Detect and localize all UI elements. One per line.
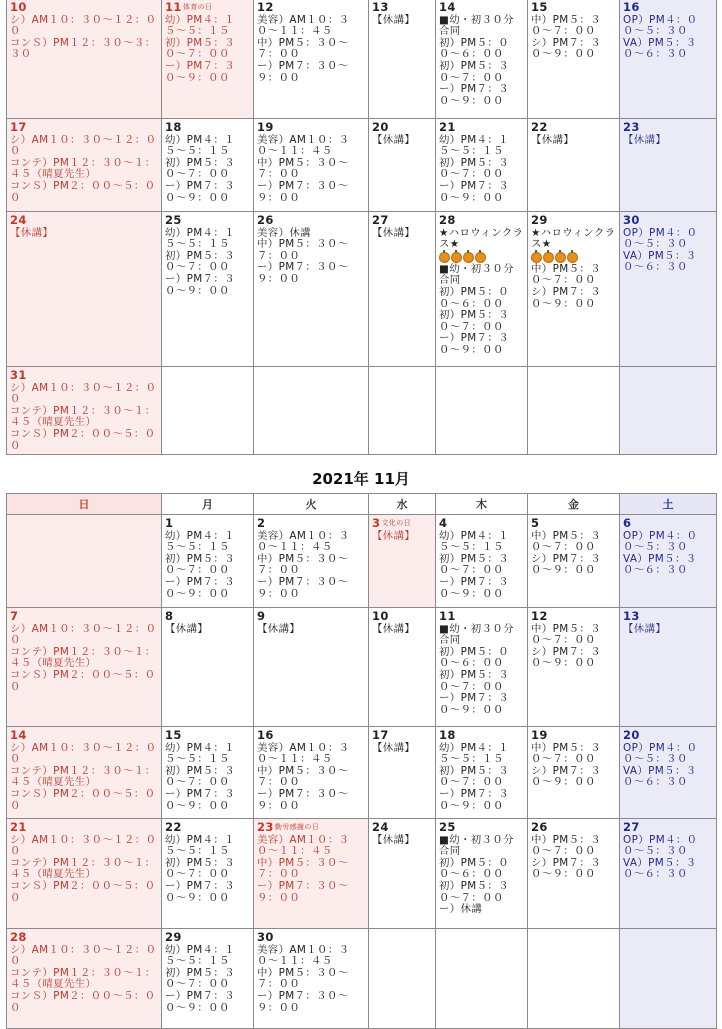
day-cell [620, 819, 717, 929]
class-schedule-line: コンテ）PM１２：３０〜１：４５（晴夏先生） [10, 645, 156, 670]
day-number: 2 [257, 516, 266, 530]
class-schedule-line: コンテ）PM１２：３０〜１：４５（晴夏先生） [10, 764, 156, 789]
day-number: 22 [531, 120, 548, 134]
weekday-header-sat: 土 [620, 494, 717, 515]
empty-day-cell [528, 929, 620, 1029]
empty-day-cell [254, 367, 369, 455]
class-schedule-line: シ）AM１０：３０〜１２：００ [10, 13, 157, 38]
class-schedule-line: コンＳ）PM２：００〜５：００ [10, 668, 156, 693]
class-schedule-line: 美容）AM１０：３０〜１１：４５ [257, 133, 350, 158]
day-cell [162, 727, 254, 819]
day-number: 4 [439, 516, 448, 530]
calendar-week-row [7, 367, 717, 455]
class-schedule-line: 中）PM５：３０〜７：００ [257, 238, 349, 262]
class-schedule-line: VA）PM５：３０〜６：３０ [623, 856, 697, 881]
class-schedule-line: 美容）休講 [257, 226, 311, 239]
class-schedule-line: 初）PM５：３０〜７：００ [165, 156, 235, 181]
day-cell [369, 727, 436, 819]
day-cell [162, 119, 254, 212]
day-number: 17 [372, 728, 389, 742]
event-title: ★ハロウィンクラス★ [531, 226, 616, 251]
class-schedule-line: 中）PM５：３０〜７：００ [531, 741, 601, 766]
pumpkin-icon [567, 252, 578, 263]
event-title: ★ハロウィンクラス★ [439, 226, 524, 251]
class-schedule-line: 【休講】 [372, 741, 416, 754]
day-number: 31 [10, 368, 27, 382]
class-schedule-line: VA）PM５：３０〜６：３０ [623, 552, 697, 577]
day-number: 3 [372, 516, 381, 530]
weekday-header-row [7, 494, 717, 515]
class-schedule-line: 【休講】 [372, 13, 416, 26]
class-schedule-line: シ）AM１０：３０〜１２：００ [10, 133, 157, 158]
class-schedule-line: 幼）PM４：１５〜５：１５ [439, 133, 509, 158]
day-cell [528, 212, 620, 367]
calendar-week-row [7, 119, 717, 212]
class-schedule-line: ー）PM７：３０〜９：００ [257, 879, 349, 904]
class-schedule-line: 初）PM５：３０〜７：００ [439, 309, 509, 333]
class-schedule-line: 中）PM５：３０〜７：００ [257, 36, 349, 61]
class-schedule-line: ー）PM７：３０〜９：００ [165, 272, 235, 297]
day-number: 15 [531, 0, 548, 14]
day-number: 24 [10, 213, 27, 227]
class-schedule-line: OP）PM４：００〜５：３０ [623, 833, 698, 858]
class-schedule-line: ー）PM７：３０〜９：００ [257, 787, 349, 812]
month-title: 2021年 11月 [312, 470, 410, 488]
day-number: 23 [623, 120, 640, 134]
class-schedule-line: 【休講】 [372, 529, 416, 542]
class-schedule-line: 美容）AM１０：３０〜１１：４５ [257, 833, 350, 858]
day-number: 25 [165, 213, 182, 227]
day-cell [620, 608, 717, 727]
class-schedule-line: シ）AM１０：３０〜１２：００ [10, 833, 157, 858]
weekday-header-wed: 水 [369, 494, 436, 515]
class-schedule-line: ー）PM７：３０〜９：００ [439, 83, 509, 107]
class-schedule-line: ー）PM７：３０〜９：００ [165, 179, 235, 204]
empty-day-cell [528, 367, 620, 455]
class-schedule-line: コンテ）PM１２：３０〜１：４５（晴夏先生） [10, 856, 156, 881]
class-schedule-line: 初）PM５：３０〜７：００ [165, 36, 235, 61]
calendar-week-row [7, 515, 717, 608]
class-schedule-line: シ）PM７：３０〜９：００ [531, 36, 601, 61]
class-schedule-line: 初）PM５：３０〜７：００ [165, 552, 235, 577]
day-cell [436, 819, 528, 929]
class-schedule-line: 初）PM５：００〜６：００ [439, 285, 509, 310]
day-cell [620, 119, 717, 212]
day-cell [254, 929, 369, 1029]
pumpkin-icon [543, 252, 554, 263]
day-number: 27 [623, 820, 640, 834]
day-cell [7, 727, 162, 819]
holiday-name: 勤労感謝の日 [274, 823, 320, 831]
pumpkin-icon [475, 252, 486, 263]
class-schedule-line: ■幼・初３０分合同 [439, 13, 514, 38]
class-schedule-line: OP）PM４：００〜５：３０ [623, 741, 698, 766]
class-schedule-line: 幼）PM４：１５〜５：１５ [165, 133, 235, 158]
class-schedule-line: VA）PM５：３０〜６：３０ [623, 36, 697, 61]
class-schedule-line: ■幼・初３０分合同 [439, 262, 514, 287]
calendar-week-row [7, 819, 717, 929]
pumpkin-icon [463, 252, 474, 263]
class-schedule-line: ー）PM７：３０〜９：００ [439, 575, 509, 600]
class-schedule-line: シ）AM１０：３０〜１２：００ [10, 381, 157, 406]
class-schedule-line: ー）PM７：３０〜９：００ [257, 179, 349, 204]
day-number: 11 [165, 0, 182, 14]
class-schedule-line: シ）PM７：３０〜９：００ [531, 856, 601, 881]
day-number: 5 [531, 516, 540, 530]
class-schedule-line: ー）PM７：３０〜９：００ [257, 575, 349, 600]
class-schedule-line: OP）PM４：００〜５：３０ [623, 529, 698, 554]
class-schedule-line: 幼）PM４：１５〜５：１５ [165, 741, 235, 766]
day-number: 10 [372, 609, 389, 623]
day-cell [528, 0, 620, 119]
day-number: 13 [623, 609, 640, 623]
empty-day-cell [7, 515, 162, 608]
day-cell [7, 929, 162, 1029]
day-number: 22 [165, 820, 182, 834]
class-schedule-line: 初）PM５：３０〜７：００ [165, 966, 235, 991]
day-number: 27 [372, 213, 389, 227]
day-number: 25 [439, 820, 456, 834]
day-cell [162, 0, 254, 119]
class-schedule-line: VA）PM５：３０〜６：３０ [623, 764, 697, 789]
day-cell [528, 608, 620, 727]
day-cell [7, 819, 162, 929]
day-number: 14 [10, 728, 27, 742]
day-number: 30 [623, 213, 640, 227]
day-cell [528, 819, 620, 929]
day-number: 28 [10, 930, 27, 944]
class-schedule-line: コンＳ）PM２：００〜５：００ [10, 989, 156, 1014]
day-cell [369, 515, 436, 608]
class-schedule-line: コンテ）PM１２：３０〜１：４５（晴夏先生） [10, 156, 156, 181]
day-cell [436, 515, 528, 608]
day-number: 14 [439, 0, 456, 14]
day-cell [7, 608, 162, 727]
class-schedule-line: コンＳ）PM１２：３０〜３：３０ [10, 36, 156, 61]
class-schedule-line: ■幼・初３０分合同 [439, 833, 514, 858]
day-cell [620, 212, 717, 367]
class-schedule-line: シ）PM７：３０〜９：００ [531, 764, 601, 789]
class-schedule-line: 初）PM５：３０〜７：００ [165, 249, 235, 274]
class-schedule-line: 初）PM５：３０〜７：００ [439, 552, 509, 577]
class-schedule-line: 初）PM５：３０〜７：００ [439, 879, 509, 904]
day-number: 12 [257, 0, 274, 14]
weekday-header-thu: 木 [436, 494, 528, 515]
day-number: 1 [165, 516, 174, 530]
day-number: 20 [623, 728, 640, 742]
class-schedule-line: 幼）PM４：１５〜５：１５ [439, 529, 509, 554]
day-number: 19 [531, 728, 548, 742]
class-schedule-line: コンＳ）PM２：００〜５：００ [10, 427, 156, 452]
day-number: 20 [372, 120, 389, 134]
day-number: 10 [10, 0, 27, 14]
class-schedule-line: 中）PM５：３０〜７：００ [257, 856, 349, 881]
class-schedule-line: ー）PM７：３０〜９：００ [257, 989, 349, 1014]
day-cell [436, 727, 528, 819]
day-cell [254, 0, 369, 119]
day-number: 7 [10, 609, 19, 623]
empty-day-cell [369, 367, 436, 455]
class-schedule-line: コンＳ）PM２：００〜５：００ [10, 879, 156, 904]
day-cell [620, 515, 717, 608]
day-cell [528, 515, 620, 608]
day-number: 12 [531, 609, 548, 623]
class-schedule-line: 中）PM５：３０〜７：００ [257, 764, 349, 789]
day-cell [162, 608, 254, 727]
class-schedule-line: 幼）PM４：１５〜５：１５ [165, 13, 235, 38]
pumpkin-icons [531, 251, 616, 264]
day-cell [254, 608, 369, 727]
calendar-week-row [7, 929, 717, 1029]
day-cell [254, 819, 369, 929]
day-number: 13 [372, 0, 389, 14]
day-cell [162, 515, 254, 608]
class-schedule-line: 美容）AM１０：３０〜１１：４５ [257, 943, 350, 968]
class-schedule-line: 初）PM５：３０〜７：００ [439, 764, 509, 789]
day-cell [369, 212, 436, 367]
empty-day-cell [369, 929, 436, 1029]
pumpkin-icon [555, 252, 566, 263]
class-schedule-line: 【休講】 [372, 226, 416, 239]
class-schedule-line: 【休講】 [531, 133, 575, 146]
class-schedule-line: ー）PM７：３０〜９：００ [439, 179, 509, 204]
day-cell [620, 727, 717, 819]
weekday-header-sun: 日 [7, 494, 162, 515]
day-number: 26 [257, 213, 274, 227]
class-schedule-line: 初）PM５：３０〜７：００ [439, 668, 509, 693]
november-calendar-grid [6, 493, 717, 1029]
day-cell [162, 819, 254, 929]
calendar-week-row [7, 212, 717, 367]
class-schedule-line: ■幼・初３０分合同 [439, 622, 514, 647]
class-schedule-line: 幼）PM４：１５〜５：１５ [165, 529, 235, 554]
class-schedule-line: コンテ）PM１２：３０〜１：４５（晴夏先生） [10, 966, 156, 991]
day-number: 21 [439, 120, 456, 134]
day-cell [369, 819, 436, 929]
class-schedule-line: シ）AM１０：３０〜１２：００ [10, 943, 157, 968]
day-cell [436, 0, 528, 119]
class-schedule-line: 中）PM５：３０〜７：００ [257, 966, 349, 991]
day-cell [162, 929, 254, 1029]
class-schedule-line: 中）PM５：３０〜７：００ [257, 552, 349, 577]
class-schedule-line: 幼）PM４：１５〜５：１５ [439, 741, 509, 766]
class-schedule-line: ー）休講 [439, 903, 483, 916]
holiday-name: 体育の日 [182, 3, 213, 11]
class-schedule-line: 初）PM５：００〜６：００ [439, 856, 509, 881]
class-schedule-line: 美容）AM１０：３０〜１１：４５ [257, 13, 350, 38]
class-schedule-line: 【休講】 [372, 833, 416, 846]
class-schedule-line: 幼）PM４：１５〜５：１５ [165, 833, 235, 858]
empty-day-cell [436, 367, 528, 455]
calendar-week-row [7, 727, 717, 819]
day-cell [528, 119, 620, 212]
class-schedule-line: 【休講】 [623, 133, 667, 146]
day-number: 17 [10, 120, 27, 134]
class-schedule-line: 【休講】 [165, 622, 209, 635]
day-number: 19 [257, 120, 274, 134]
pumpkin-icon [531, 252, 542, 263]
pumpkin-icons [439, 251, 524, 264]
class-schedule-line: 【休講】 [372, 622, 416, 635]
class-schedule-line: 中）PM５：３０〜７：００ [531, 833, 601, 858]
day-number: 16 [257, 728, 274, 742]
class-schedule-line: 初）PM５：３０〜７：００ [439, 156, 509, 181]
empty-day-cell [620, 367, 717, 455]
day-cell [436, 608, 528, 727]
class-schedule-line: 幼）PM４：１５〜５：１５ [165, 943, 235, 968]
day-number: 26 [531, 820, 548, 834]
empty-day-cell [162, 367, 254, 455]
class-schedule-line: 初）PM５：３０〜７：００ [439, 59, 509, 84]
day-number: 18 [439, 728, 456, 742]
class-schedule-line: シ）AM１０：３０〜１２：００ [10, 741, 157, 766]
class-schedule-line: コンＳ）PM２：００〜５：００ [10, 787, 156, 812]
class-schedule-line: 美容）AM１０：３０〜１１：４５ [257, 741, 350, 766]
class-schedule-line: 中）PM５：３０〜７：００ [257, 156, 349, 181]
class-schedule-line: ー）PM７：３０〜９：００ [165, 59, 235, 84]
class-schedule-line: 中）PM５：３０〜７：００ [531, 13, 601, 38]
class-schedule-line: シ）AM１０：３０〜１２：００ [10, 622, 157, 647]
day-cell [254, 119, 369, 212]
day-cell [254, 515, 369, 608]
class-schedule-line: ー）PM７：３０〜９：００ [439, 332, 509, 356]
day-cell [369, 0, 436, 119]
class-schedule-line: 【休講】 [372, 133, 416, 146]
class-schedule-line: 初）PM５：００〜６：００ [439, 36, 509, 61]
class-schedule-line: シ）PM７：３０〜９：００ [531, 645, 601, 670]
class-schedule-line: 中）PM５：３０〜７：００ [531, 622, 601, 647]
class-schedule-line: 初）PM５：３０〜７：００ [165, 764, 235, 789]
day-number: 11 [439, 609, 456, 623]
day-cell [369, 119, 436, 212]
weekday-header-fri: 金 [528, 494, 620, 515]
calendar-week-row [7, 608, 717, 727]
day-cell [436, 119, 528, 212]
day-number: 29 [165, 930, 182, 944]
class-schedule-line: ー）PM７：３０〜９：００ [439, 692, 509, 716]
class-schedule-line: 【休講】 [257, 622, 301, 635]
day-number: 29 [531, 213, 548, 227]
day-cell [7, 0, 162, 119]
day-number: 21 [10, 820, 27, 834]
calendar-week-row [7, 0, 717, 119]
class-schedule-line: コンテ）PM１２：３０〜１：４５（晴夏先生） [10, 404, 156, 429]
class-schedule-line: VA）PM５：３０〜６：３０ [623, 249, 697, 274]
class-schedule-line: 中）PM５：３０〜７：００ [531, 262, 601, 287]
class-schedule-line: ー）PM７：３０〜９：００ [165, 575, 235, 600]
day-cell [7, 367, 162, 455]
class-schedule-line: コンＳ）PM２：００〜５：００ [10, 179, 156, 204]
day-cell [162, 212, 254, 367]
day-number: 30 [257, 930, 274, 944]
october-calendar-grid [6, 0, 717, 455]
pumpkin-icon [439, 252, 450, 263]
empty-day-cell [620, 929, 717, 1029]
class-schedule-line: ー）PM７：３０〜９：００ [257, 261, 349, 285]
class-schedule-line: OP）PM４：００〜５：３０ [623, 13, 698, 38]
day-cell [528, 727, 620, 819]
empty-day-cell [436, 929, 528, 1029]
class-schedule-line: ー）PM７：３０〜９：００ [165, 879, 235, 904]
class-schedule-line: ー）PM７：３０〜９：００ [165, 989, 235, 1014]
class-schedule-line: ー）PM７：３０〜９：００ [165, 787, 235, 812]
holiday-name: 文化の日 [381, 519, 412, 527]
day-number: 8 [165, 609, 174, 623]
day-cell [436, 212, 528, 367]
class-schedule-line: ー）PM７：３０〜９：００ [257, 59, 349, 84]
day-cell [620, 0, 717, 119]
class-schedule-line: 【休講】 [623, 622, 667, 635]
pumpkin-icon [451, 252, 462, 263]
day-cell [254, 212, 369, 367]
day-cell [7, 119, 162, 212]
class-schedule-line: シ）PM７：３０〜９：００ [531, 285, 601, 310]
weekday-header-mon: 月 [162, 494, 254, 515]
day-cell [7, 212, 162, 367]
day-number: 16 [623, 0, 640, 14]
day-number: 6 [623, 516, 632, 530]
day-number: 23 [257, 820, 274, 834]
class-schedule-line: 美容）AM１０：３０〜１１：４５ [257, 529, 350, 554]
day-cell [254, 727, 369, 819]
class-schedule-line: 中）PM５：３０〜７：００ [531, 529, 601, 554]
class-schedule-line: シ）PM７：３０〜９：００ [531, 552, 601, 577]
class-schedule-line: 初）PM５：００〜６：００ [439, 645, 509, 670]
day-number: 9 [257, 609, 266, 623]
class-schedule-line: 初）PM５：３０〜７：００ [165, 856, 235, 881]
class-schedule-line: 幼）PM４：１５〜５：１５ [165, 226, 235, 251]
class-schedule-line: ー）PM７：３０〜９：００ [439, 787, 509, 812]
day-number: 28 [439, 213, 456, 227]
class-schedule-line: 【休講】 [10, 226, 54, 239]
class-schedule-line: OP）PM４：００〜５：３０ [623, 226, 698, 251]
day-cell [369, 608, 436, 727]
day-number: 18 [165, 120, 182, 134]
weekday-header-tue: 火 [254, 494, 369, 515]
day-number: 24 [372, 820, 389, 834]
day-number: 15 [165, 728, 182, 742]
